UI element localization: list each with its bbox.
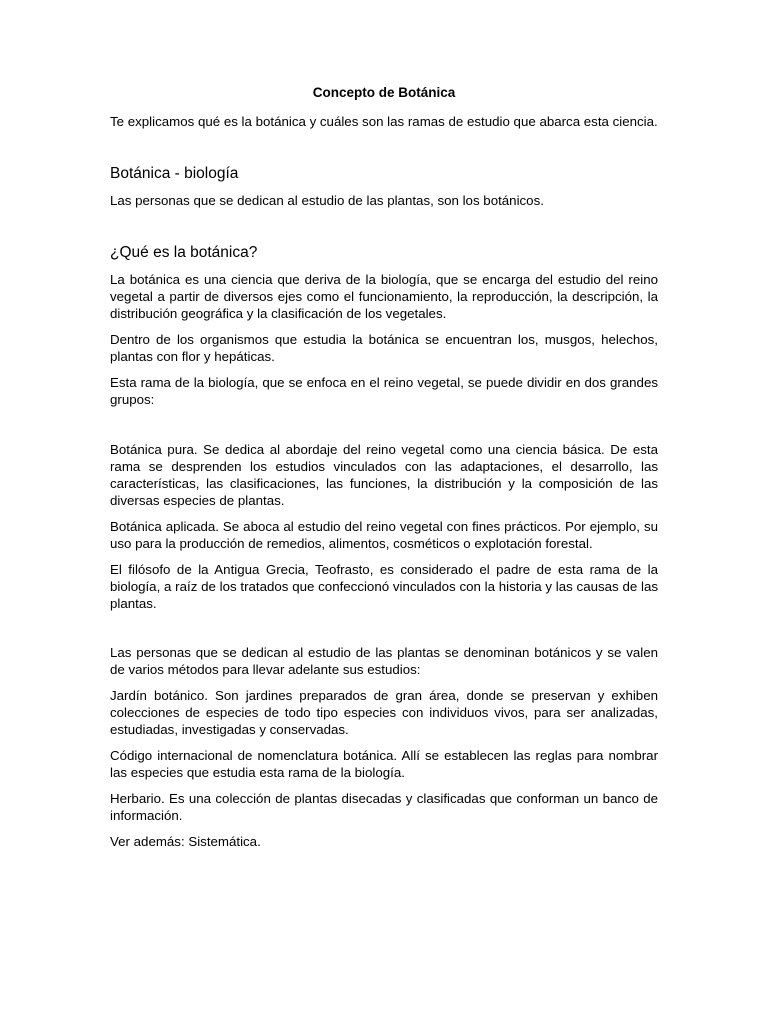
paragraph: Ver además: Sistemática. [110, 834, 261, 849]
section-heading-botanica-biologia: Botánica - biología [110, 165, 239, 182]
spacer [110, 621, 658, 644]
paragraph: Jardín botánico. Son jardines preparados de gran área, donde se preservan y exhiben colecciones de especies de todo tipo especies con individuos vivos, para ser analizadas, estudiadas, investigadas y conservadas. [110, 688, 658, 737]
paragraph: El filósofo de la Antigua Grecia, Teofrasto, es considerado el padre de esta rama de la biología, a raíz de los tratados que confeccionó vinculados con la historia y las causas de las plantas. [110, 562, 658, 611]
paragraph: Herbario. Es una colección de plantas disecadas y clasificadas que conforman un banco de información. [110, 791, 658, 823]
paragraph: Dentro de los organismos que estudia la botánica se encuentran los, musgos, helechos, plantas con flor y hepáticas. [110, 332, 658, 364]
paragraph: Esta rama de la biología, que se enfoca en el reino vegetal, se puede dividir en dos grandes grupos: [110, 375, 658, 407]
paragraph: Botánica pura. Se dedica al abordaje del reino vegetal como una ciencia básica. De esta rama se desprenden los estudios vinculados con las adaptaciones, el desarrollo, las características, las clasificaciones, las funciones, la distribución y la composición de las diversas especies de plantas. [110, 442, 658, 508]
spacer [110, 139, 658, 164]
paragraph: Las personas que se dedican al estudio de las plantas, son los botánicos. [110, 193, 544, 208]
paragraph: Botánica aplicada. Se aboca al estudio del reino vegetal con fines prácticos. Por ejemplo, su uso para la producción de remedios, alimentos, cosméticos o explotación forestal. [110, 519, 658, 551]
spacer [110, 417, 658, 441]
section-heading-que-es-la-botanica: ¿Qué es la botánica? [110, 244, 258, 261]
document-page [110, 84, 658, 859]
intro-paragraph: Te explicamos qué es la botánica y cuáles son las ramas de estudio que abarca esta ciencia. [110, 114, 658, 129]
paragraph: La botánica es una ciencia que deriva de la biología, que se encarga del estudio del reino vegetal a partir de diversos ejes como el funcionamiento, la reproducción, la descripción, la distribución geográfica y la clasificación de los vegetales. [110, 272, 658, 321]
spacer [110, 218, 658, 243]
document-title: Concepto de Botánica [312, 85, 456, 100]
paragraph: Código internacional de nomenclatura botánica. Allí se establecen las reglas para nombrar las especies que estudia esta rama de la biología. [110, 748, 658, 780]
paragraph: Las personas que se dedican al estudio de las plantas se denominan botánicos y se valen de varios métodos para llevar adelante sus estudios: [110, 645, 658, 677]
